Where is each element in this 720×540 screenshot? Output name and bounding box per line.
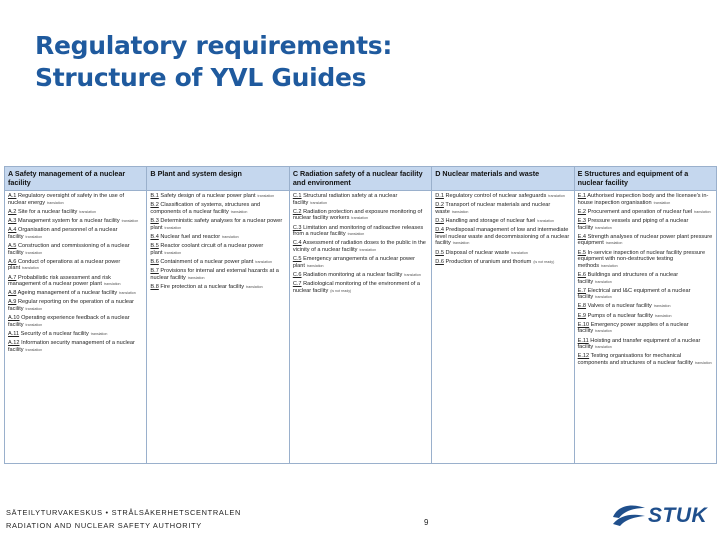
translation-tag: translation — [351, 216, 368, 221]
guide-title: Operating experience feedback of a nuclear facility — [8, 315, 130, 328]
guide-code-link[interactable]: D.5 — [435, 249, 444, 256]
page-number: 9 — [424, 518, 429, 527]
guide-list — [5, 191, 146, 358]
footer-organization — [6, 506, 241, 532]
guide-title: Containment of a nuclear power plant — [160, 258, 254, 265]
guide-title: Pumps of a nuclear facility — [587, 312, 653, 319]
footer-org-line-2: RADIATION AND NUCLEAR SAFETY AUTHORITY — [6, 521, 202, 530]
guide-code-link[interactable]: A.1 — [8, 193, 17, 199]
guide-title: Management system for a nuclear facility — [17, 217, 120, 224]
guide-list — [290, 191, 431, 299]
guide-code-link[interactable]: E.12 — [577, 353, 590, 360]
guide-item — [150, 218, 285, 231]
guide-title: Nuclear fuel and reactor — [160, 233, 221, 240]
guide-item — [435, 227, 570, 247]
translation-tag: translation — [47, 200, 64, 205]
guide-code-link[interactable]: B.4 — [150, 233, 159, 240]
guide-item — [293, 209, 428, 222]
stuk-logo-text: STUK — [648, 504, 708, 527]
footer-org-line-1: SÄTEILYTURVAKESKUS • STRÅLSÄKERHETSCENTRALEN — [6, 508, 242, 517]
guide-code-link[interactable]: E.1 — [577, 193, 587, 199]
guide-item — [578, 288, 713, 301]
guide-item — [8, 331, 143, 338]
translation-tag: translation — [451, 209, 469, 214]
guide-title: Security of a nuclear facility — [20, 331, 89, 338]
translation-tag: translation — [310, 200, 327, 205]
guide-title: Reactor coolant circuit of a nuclear power plant — [150, 242, 264, 256]
translation-tag: translation — [25, 234, 43, 239]
guide-title: Electrical and I&C equipment of a nuclear facility — [577, 287, 691, 301]
guide-item — [8, 290, 143, 297]
guide-item — [293, 240, 428, 253]
guide-title: Handling and storage of nuclear fuel — [445, 217, 536, 224]
guide-item — [150, 202, 285, 215]
guide-item — [150, 234, 285, 241]
guide-code-link[interactable]: B.8 — [150, 283, 159, 290]
translation-tag: translation — [694, 209, 711, 214]
guide-title: Information security management of a nuclear facility — [8, 340, 135, 353]
guide-code-link[interactable]: C.1 — [292, 193, 302, 199]
guide-column — [432, 167, 574, 463]
guide-code-link[interactable]: C.2 — [292, 208, 302, 215]
guide-item — [435, 259, 570, 266]
guide-item — [293, 272, 428, 279]
guide-item — [293, 225, 428, 238]
guide-code-link[interactable]: E.2 — [577, 208, 587, 215]
guide-item — [8, 275, 143, 288]
guide-code-link[interactable]: A.5 — [8, 242, 17, 249]
guide-column — [290, 167, 432, 463]
guide-code-link[interactable]: E.4 — [577, 233, 587, 240]
guide-item — [578, 303, 713, 310]
guide-title: Provisions for internal and external hazards at a nuclear facility — [150, 267, 279, 281]
guide-item — [578, 218, 713, 231]
guide-code-link[interactable]: B.6 — [150, 258, 159, 265]
guide-title: Regulatory oversight of safety in the use of nuclear energy — [8, 193, 124, 206]
column-header: E Structures and equipment of a nuclear facility — [575, 167, 716, 191]
guide-item — [150, 243, 285, 256]
guide-item — [578, 209, 713, 216]
translation-tag: translation — [452, 241, 470, 246]
guide-code-link[interactable]: B.1 — [150, 193, 159, 199]
guide-code-link[interactable]: B.3 — [150, 217, 159, 224]
slide-title-line-2: Structure of YVL Guides — [35, 63, 367, 92]
guide-title: Predisposal management of low and intermediate level nuclear waste and decommissioning of a nuclear facility — [435, 227, 570, 247]
guide-item — [435, 218, 570, 225]
guide-title: Conduct of operations at a nuclear power plant — [8, 258, 121, 272]
guide-item — [150, 259, 285, 266]
guides-table — [4, 166, 717, 464]
guide-item — [150, 284, 285, 291]
guide-item — [578, 313, 713, 320]
guide-item — [293, 193, 428, 206]
guide-code-link[interactable]: E.5 — [577, 249, 587, 256]
stuk-logo — [610, 502, 714, 532]
guide-code-link[interactable]: B.2 — [150, 202, 159, 209]
guide-item — [578, 234, 713, 247]
guide-code-link[interactable]: E.7 — [577, 287, 587, 294]
guide-code-link[interactable]: E.8 — [577, 303, 587, 310]
guide-title: Pressure vessels and piping of a nuclear facility — [577, 217, 689, 231]
guide-code-link[interactable]: A.6 — [8, 258, 17, 265]
guide-title: Ageing management of a nuclear facility — [17, 290, 118, 297]
guide-code-link[interactable]: A.12 — [8, 340, 20, 347]
translation-tag: translation — [103, 282, 121, 287]
guide-title: In-service inspection of nuclear facility pressure equipment with non-destructive testing methods — [577, 249, 706, 269]
guide-item — [578, 193, 713, 206]
translation-tag: translation — [595, 225, 612, 230]
guide-title: Authorised inspection body and the licensee's in-house inspection organisation — [577, 193, 709, 206]
guide-code-link[interactable]: A.9 — [8, 299, 17, 306]
guide-title: Radiation protection and exposure monitoring of nuclear facility workers — [292, 208, 423, 222]
guide-title: Structural radiation safety at a nuclear facility — [292, 193, 398, 206]
guide-code-link[interactable]: E.9 — [577, 312, 587, 319]
guide-title: Site for a nuclear facility — [17, 208, 78, 215]
guide-code-link[interactable]: E.11 — [577, 337, 589, 344]
guide-item — [8, 193, 143, 206]
guide-column — [575, 167, 716, 463]
column-header: D Nuclear materials and waste — [432, 167, 573, 191]
guide-title: Buildings and structures of a nuclear facility — [577, 271, 679, 285]
guide-code-link[interactable]: A.7 — [8, 274, 17, 281]
guide-list — [147, 191, 288, 295]
translation-tag: translation — [25, 250, 43, 255]
guide-title: Emergency power supplies of a nuclear facility — [577, 321, 689, 335]
guide-item — [8, 299, 143, 312]
column-header: B Plant and system design — [147, 167, 288, 191]
guide-title: Organisation and personnel of a nuclear facility — [8, 227, 118, 240]
guide-title: Regulatory control of nuclear safeguards — [445, 193, 547, 199]
guide-item — [8, 340, 143, 353]
column-header: A Safety management of a nuclear facility — [5, 167, 146, 191]
translation-tag: translation — [605, 241, 623, 246]
guide-item — [293, 281, 428, 294]
guide-list — [432, 191, 573, 270]
stuk-logo-icon — [610, 502, 648, 532]
guide-item — [150, 193, 285, 200]
guide-code-link[interactable]: B.5 — [150, 242, 159, 249]
guide-code-link[interactable]: C.7 — [292, 281, 302, 288]
guide-item — [435, 250, 570, 257]
guide-title: Radiological monitoring of the environment of a nuclear facility — [292, 281, 421, 294]
guide-title: Probabilistic risk assessment and risk management of a nuclear power plant — [8, 274, 111, 288]
guide-code-link[interactable]: E.10 — [577, 321, 590, 328]
translation-tag: translation — [404, 272, 421, 277]
guide-item — [435, 202, 570, 215]
guide-code-link[interactable]: A.2 — [8, 208, 17, 215]
guide-title: Valves of a nuclear facility — [587, 303, 652, 310]
guide-code-link[interactable]: D.4 — [435, 227, 444, 234]
guide-item — [578, 353, 713, 366]
guide-title: Procurement and operation of nuclear fuel — [587, 208, 693, 215]
guide-title: Assessment of radiation doses to the public in the vicinity of a nuclear facility — [292, 240, 426, 253]
guide-item — [150, 268, 285, 281]
guide-title: Emergency arrangements of a nuclear power plant — [292, 256, 416, 269]
translation-tag: translation — [121, 218, 139, 223]
guide-title: Construction and commissioning of a nuclear facility — [8, 242, 130, 256]
translation-tag: translation — [653, 200, 671, 205]
translation-tag: translation — [537, 218, 554, 223]
guide-code-link[interactable]: C.4 — [292, 240, 302, 247]
guide-title: Strength analyses of nuclear power plant pressure equipment — [577, 233, 713, 247]
translation-tag: translation — [601, 263, 618, 268]
translation-tag: translation — [25, 322, 43, 327]
slide-title-line-1: Regulatory requirements: — [35, 31, 393, 60]
guide-code-link[interactable]: B.7 — [150, 267, 159, 274]
guide-title: Hoisting and transfer equipment of a nuclear facility — [577, 337, 701, 351]
guide-item — [578, 322, 713, 335]
column-header: C Radiation safety of a nuclear facility and environment — [290, 167, 431, 191]
guide-title: Safety design of a nuclear power plant — [160, 193, 256, 199]
guide-column — [147, 167, 289, 463]
guide-title: Transport of nuclear materials and nuclear waste — [435, 202, 551, 215]
translation-tag: translation — [164, 250, 182, 255]
guide-item — [8, 243, 143, 256]
translation-tag: translation — [25, 307, 43, 312]
translation-tag: translation — [164, 225, 182, 230]
guide-title: Radiation monitoring at a nuclear facility — [303, 271, 403, 278]
translation-tag: translation — [90, 332, 108, 337]
translation-tag: translation — [119, 291, 136, 296]
guide-title: Fire protection at a nuclear facility — [160, 283, 245, 290]
guide-code-link[interactable]: D.1 — [435, 193, 444, 199]
translation-tag: translation — [653, 304, 671, 309]
translation-tag: translation — [511, 250, 528, 255]
translation-tag: translation — [257, 194, 275, 198]
guide-title: Regular reporting on the operation of a nuclear facility — [8, 299, 134, 313]
translation-tag: translation — [22, 266, 39, 271]
guide-item — [8, 315, 143, 328]
guide-code-link[interactable]: E.6 — [577, 271, 587, 278]
translation-tag: translation — [222, 234, 239, 239]
translation-tag: translation — [230, 209, 248, 214]
guide-code-link[interactable]: D.2 — [435, 202, 444, 209]
guide-item — [8, 218, 143, 225]
guide-code-link[interactable]: E.3 — [577, 217, 587, 224]
guide-item — [578, 338, 713, 351]
guide-code-link[interactable]: A.4 — [8, 227, 17, 234]
guide-title: Testing organisations for mechanical components and structures of a nuclear facility — [577, 353, 693, 366]
guide-code-link[interactable]: A.11 — [8, 331, 20, 338]
guide-code-link[interactable]: A.10 — [8, 315, 20, 322]
guide-title: Deterministic safety analyses for a nuclear power plant — [150, 217, 283, 231]
guide-code-link[interactable]: A.8 — [8, 290, 17, 297]
guide-item — [293, 256, 428, 269]
guide-column — [5, 167, 147, 463]
translation-tag: translation — [347, 232, 365, 237]
translation-tag: (is not ready) — [533, 259, 555, 264]
guide-item — [578, 250, 713, 270]
translation-tag: translation — [306, 263, 324, 268]
translation-tag: translation — [694, 361, 712, 365]
guide-code-link[interactable]: A.3 — [8, 217, 17, 224]
slide-title — [35, 30, 675, 94]
translation-tag: translation — [548, 194, 565, 198]
translation-tag: (is not ready) — [330, 288, 352, 293]
guide-item — [8, 209, 143, 216]
translation-tag: translation — [25, 347, 43, 352]
guide-title: Disposal of nuclear waste — [445, 249, 510, 256]
translation-tag: translation — [79, 209, 96, 214]
guide-code-link[interactable]: C.3 — [292, 224, 302, 231]
guide-code-link[interactable]: C.5 — [292, 256, 302, 263]
guide-list — [575, 191, 716, 371]
guide-item — [8, 259, 143, 272]
guide-title: Classification of systems, structures and components of a nuclear facility — [150, 202, 261, 215]
translation-tag: translation — [359, 247, 377, 252]
guide-item — [435, 193, 570, 200]
guide-code-link[interactable]: D.6 — [435, 258, 444, 265]
guide-item — [578, 272, 713, 285]
guide-title: Limitation and monitoring of radioactive releases from a nuclear facility — [292, 224, 424, 238]
translation-tag: translation — [595, 295, 612, 300]
translation-tag: translation — [187, 275, 205, 280]
guide-code-link[interactable]: D.3 — [435, 217, 444, 224]
translation-tag: translation — [595, 329, 612, 334]
guide-item — [8, 227, 143, 240]
translation-tag: translation — [595, 345, 612, 350]
translation-tag: translation — [654, 313, 672, 318]
guide-title: Production of uranium and thorium — [445, 258, 532, 265]
translation-tag: translation — [255, 259, 272, 264]
guide-code-link[interactable]: C.6 — [292, 271, 302, 278]
translation-tag: translation — [595, 279, 612, 284]
translation-tag: translation — [246, 284, 263, 289]
